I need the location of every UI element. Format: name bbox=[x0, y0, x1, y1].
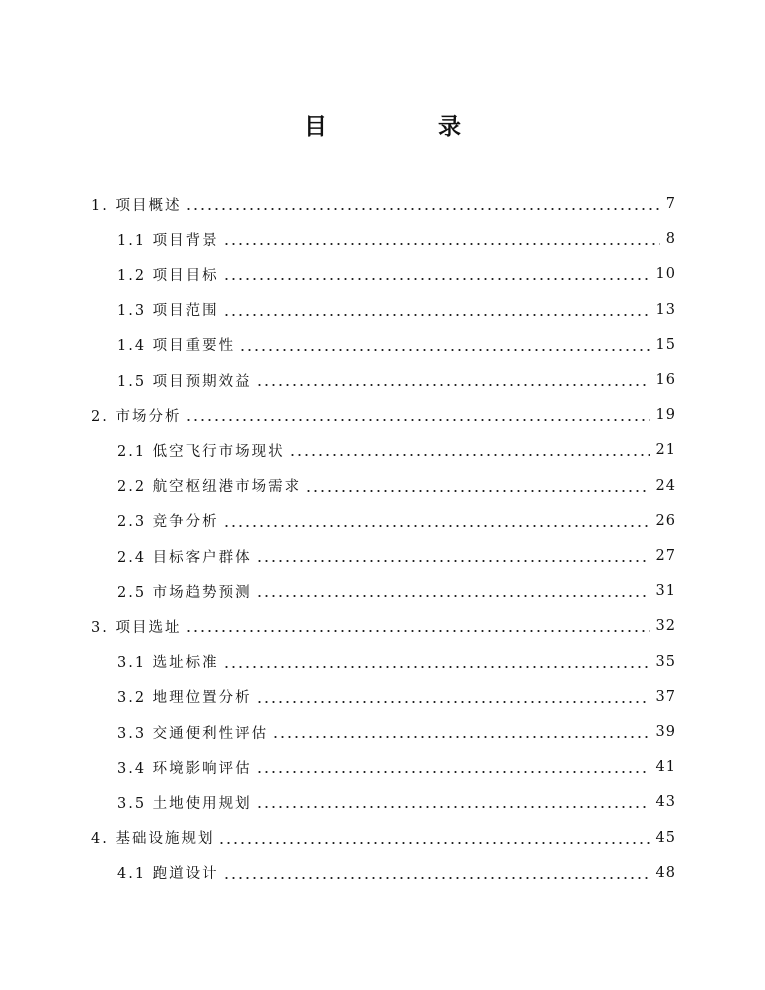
toc-entry[interactable] bbox=[117, 258, 676, 290]
toc-page-number: 8 bbox=[665, 231, 676, 248]
toc-dot-leader bbox=[185, 206, 659, 212]
toc-page-number: 43 bbox=[655, 794, 676, 811]
toc-page-number: 10 bbox=[655, 266, 676, 283]
toc-dot-leader bbox=[185, 628, 649, 634]
toc-entry-label: 4.1 跑道设计 bbox=[117, 866, 219, 883]
toc-entry[interactable] bbox=[117, 646, 676, 678]
toc-dot-leader bbox=[256, 804, 650, 810]
toc-page-number: 31 bbox=[655, 583, 676, 600]
toc-page-number: 27 bbox=[655, 548, 676, 564]
toc-entry-label: 1.1 项目背景 bbox=[117, 232, 219, 249]
toc-dot-leader bbox=[256, 769, 650, 775]
toc-page-number: 48 bbox=[655, 864, 676, 881]
toc-page-number: 32 bbox=[655, 618, 676, 635]
toc-entry[interactable] bbox=[117, 505, 676, 537]
toc-entry-label: 2.4 目标客户群体 bbox=[117, 549, 252, 566]
page-title: 目 录 bbox=[304, 113, 505, 140]
toc-entry[interactable] bbox=[117, 223, 676, 255]
toc-page-number: 13 bbox=[655, 301, 676, 318]
toc-entry-label: 1.5 项目预期效益 bbox=[117, 373, 252, 390]
toc-dot-leader bbox=[289, 452, 650, 458]
toc-entry[interactable] bbox=[117, 786, 676, 818]
toc-page-number: 26 bbox=[655, 512, 676, 529]
toc-page-number: 37 bbox=[655, 688, 676, 705]
toc-entry-label: 2. 市场分析 bbox=[91, 408, 182, 425]
toc-entry[interactable] bbox=[117, 434, 676, 466]
toc-entry-label: 3.5 土地使用规划 bbox=[117, 795, 252, 812]
toc-page-number: 45 bbox=[655, 829, 676, 846]
toc-page-number: 15 bbox=[655, 336, 676, 353]
toc-entry-label: 3.1 选址标准 bbox=[117, 655, 219, 672]
toc-dot-leader bbox=[256, 382, 650, 388]
toc-page-number: 19 bbox=[655, 407, 676, 424]
toc-dot-leader bbox=[223, 875, 650, 881]
toc-dot-leader bbox=[272, 734, 649, 740]
toc-entry-label: 2.3 竞争分析 bbox=[117, 514, 219, 531]
toc-entry[interactable] bbox=[91, 399, 676, 431]
toc-entry[interactable] bbox=[117, 329, 676, 361]
toc-entry[interactable] bbox=[117, 470, 676, 502]
toc-dot-leader bbox=[256, 593, 650, 599]
toc-dot-leader bbox=[256, 699, 650, 705]
toc-entry-label: 1. 项目概述 bbox=[91, 197, 182, 214]
toc-page-number: 7 bbox=[665, 196, 676, 212]
toc-entry-label: 1.2 项目目标 bbox=[117, 267, 219, 284]
toc-dot-leader bbox=[223, 523, 650, 529]
toc-page-number: 39 bbox=[655, 724, 676, 740]
toc-entry-label: 1.3 项目范围 bbox=[117, 303, 219, 320]
toc-entry-label: 3.2 地理位置分析 bbox=[117, 690, 252, 707]
toc-entry-label: 2.5 市场趋势预测 bbox=[117, 584, 252, 601]
toc-entry[interactable] bbox=[117, 857, 676, 889]
toc-dot-leader bbox=[223, 241, 660, 247]
toc-dot-leader bbox=[239, 347, 649, 353]
toc-dot-leader bbox=[223, 276, 650, 282]
toc-page-number: 35 bbox=[655, 653, 676, 670]
toc-entry[interactable] bbox=[91, 610, 676, 642]
toc-entry[interactable] bbox=[117, 540, 676, 572]
toc-entry[interactable] bbox=[91, 822, 676, 854]
toc-entry[interactable] bbox=[117, 681, 676, 713]
toc-page-number: 24 bbox=[655, 477, 676, 494]
toc-dot-leader bbox=[305, 488, 649, 494]
toc-entry[interactable] bbox=[117, 575, 676, 607]
toc-page-number: 41 bbox=[655, 759, 676, 776]
toc-entry-label: 4. 基础设施规划 bbox=[91, 831, 215, 848]
toc-entry[interactable] bbox=[117, 294, 676, 326]
toc-dot-leader bbox=[218, 840, 649, 846]
toc-page-number: 16 bbox=[655, 372, 676, 388]
toc-entry-label: 1.4 项目重要性 bbox=[117, 338, 236, 355]
toc-dot-leader bbox=[185, 417, 649, 423]
toc-dot-leader bbox=[223, 664, 650, 670]
toc-entry-label: 3.3 交通便利性评估 bbox=[117, 725, 269, 742]
toc-entry-label: 3.4 环境影响评估 bbox=[117, 760, 252, 777]
toc-entry[interactable] bbox=[91, 188, 676, 220]
toc-page-number: 21 bbox=[655, 442, 676, 459]
toc-entry[interactable] bbox=[117, 716, 676, 748]
toc-entry-label: 2.1 低空飞行市场现状 bbox=[117, 443, 285, 460]
toc-entry[interactable] bbox=[117, 751, 676, 783]
toc-entry[interactable] bbox=[117, 364, 676, 396]
toc-entry-label: 3. 项目选址 bbox=[91, 619, 182, 636]
toc-dot-leader bbox=[256, 558, 650, 564]
toc-entry-label: 2.2 航空枢纽港市场需求 bbox=[117, 479, 302, 496]
toc-dot-leader bbox=[223, 312, 650, 318]
